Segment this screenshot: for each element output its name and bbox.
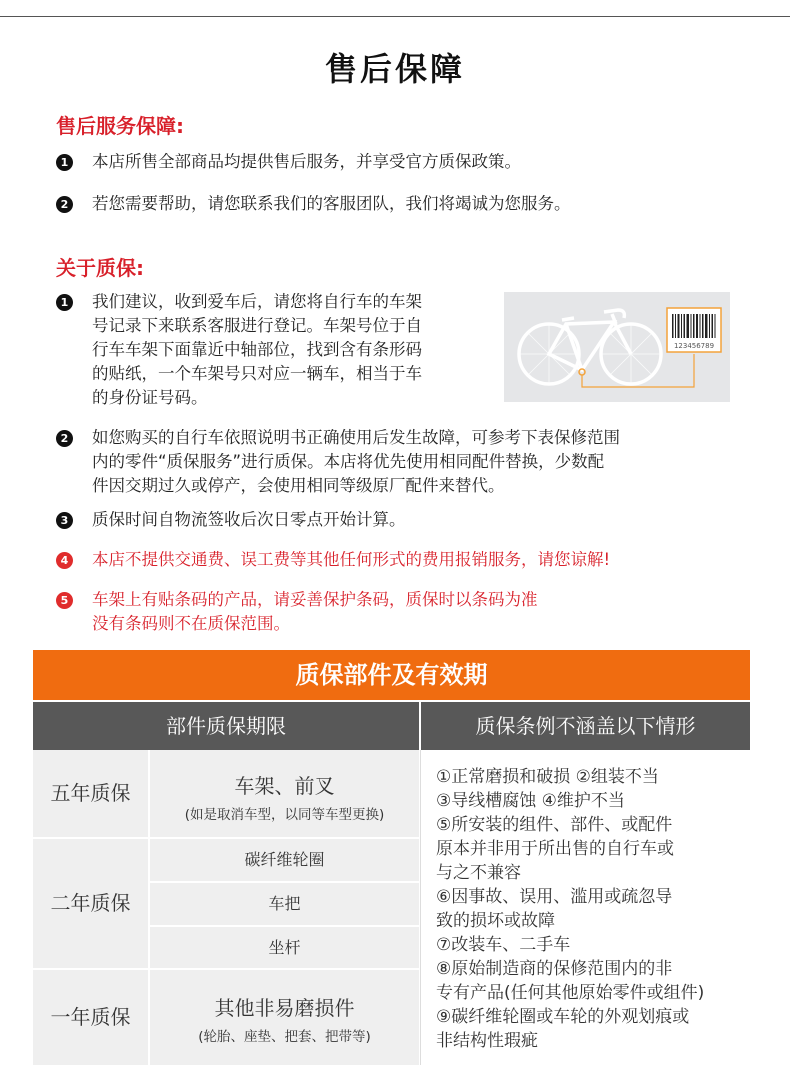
exclusion-line: ⑧原始制造商的保修范围内的非	[436, 959, 673, 979]
five-year-part: 车架、前叉	[234, 774, 335, 798]
table-header-exclusions: 质保条例不涵盖以下情形	[421, 702, 750, 750]
table-title: 质保部件及有效期	[33, 650, 750, 700]
warranty-item-text: 如您购买的自行车依照说明书正确使用后发生故障，可参考下表保修范围 内的零件“质保服务”进行质保。本店将优先使用相同配件替换，少数配 件因交期过久或停产，会使用相同等级原厂配件来替代。	[92, 428, 620, 495]
two-year-part-rim: 碳纤维轮圈	[150, 839, 419, 881]
exclusion-line: 原本并非用于所出售的自行车或	[436, 839, 674, 859]
top-divider	[0, 16, 790, 17]
two-year-part-seatpost: 坐杆	[150, 927, 419, 968]
one-year-note: (轮胎、座垫、把套、把带等)	[198, 1029, 371, 1045]
after-sales-item-text: 若您需要帮助，请您联系我们的客服团队，我们将竭诚为您服务。	[92, 194, 571, 213]
two-year-period: 二年质保	[33, 839, 148, 968]
five-year-parts	[150, 750, 419, 837]
five-year-period: 五年质保	[33, 750, 148, 837]
warranty-item-text: 我们建议，收到爱车后，请您将自行车的车架 号记录下来联系客服进行登记。车架号位于自 行车车架下面靠近中轴部位，找到含有条形码 的贴纸，一个车架号只对应一辆车，相当于车 的身份证号码。	[92, 292, 422, 407]
number-4-icon: 4	[56, 552, 73, 569]
warranty-item-2	[56, 426, 756, 500]
number-5-icon: 5	[56, 592, 73, 609]
warranty-item-1	[56, 290, 496, 410]
five-year-note: (如是取消车型，以同等车型更换)	[184, 807, 385, 823]
exclusion-line: ⑨碳纤维轮圈或车轮的外观划痕或	[436, 1007, 690, 1027]
table-header-parts: 部件质保期限	[33, 702, 419, 750]
exclusion-line: ⑦改装车、二手车	[436, 935, 571, 955]
after-sales-heading: 售后服务保障:	[56, 114, 184, 138]
exclusion-line: 专有产品(任何其他原始零件或组件)	[436, 983, 705, 1003]
warranty-table	[33, 650, 750, 1065]
number-3-icon: 3	[56, 512, 73, 529]
number-2-icon: 2	[56, 430, 73, 447]
after-sales-item-1	[56, 150, 736, 176]
one-year-part: 其他非易磨损件	[214, 996, 355, 1020]
one-year-parts	[150, 970, 419, 1065]
after-sales-item-text: 本店所售全部商品均提供售后服务，并享受官方质保政策。	[92, 152, 521, 171]
warranty-item-3	[56, 508, 736, 534]
warranty-item-4	[56, 548, 756, 574]
exclusion-line: 致的损坏或故障	[436, 911, 555, 931]
exclusion-line: 与之不兼容	[436, 863, 521, 883]
one-year-period: 一年质保	[33, 970, 148, 1065]
exclusion-line: 非结构性瑕疵	[436, 1031, 538, 1051]
warranty-heading: 关于质保:	[56, 256, 144, 280]
after-sales-item-2	[56, 192, 736, 218]
page-title: 售后保障	[324, 50, 465, 88]
number-1-icon: 1	[56, 294, 73, 311]
exclusion-line: ①正常磨损和破损 ②组装不当	[436, 767, 659, 787]
number-1-icon: 1	[56, 154, 73, 171]
bicycle-icon	[504, 292, 730, 402]
number-2-icon: 2	[56, 196, 73, 213]
warranty-item-text: 本店不提供交通费、误工费等其他任何形式的费用报销服务，请您谅解!	[92, 550, 611, 569]
exclusion-line: ⑥因事故、误用、滥用或疏忽导	[436, 887, 673, 907]
barcode-number: 123456789	[673, 342, 715, 350]
exclusion-line: ③导线槽腐蚀 ④维护不当	[436, 791, 625, 811]
exclusions-list	[420, 750, 751, 1065]
exclusion-line: ⑤所安装的组件、部件、或配件	[436, 815, 673, 835]
warranty-item-text: 车架上有贴条码的产品，请妥善保护条码，质保时以条码为准 没有条码则不在质保范围。	[92, 590, 538, 633]
warranty-item-5	[56, 588, 736, 638]
bike-frame-barcode-illustration	[504, 292, 730, 402]
two-year-part-handlebar: 车把	[150, 883, 419, 925]
warranty-item-text: 质保时间自物流签收后次日零点开始计算。	[92, 510, 406, 529]
